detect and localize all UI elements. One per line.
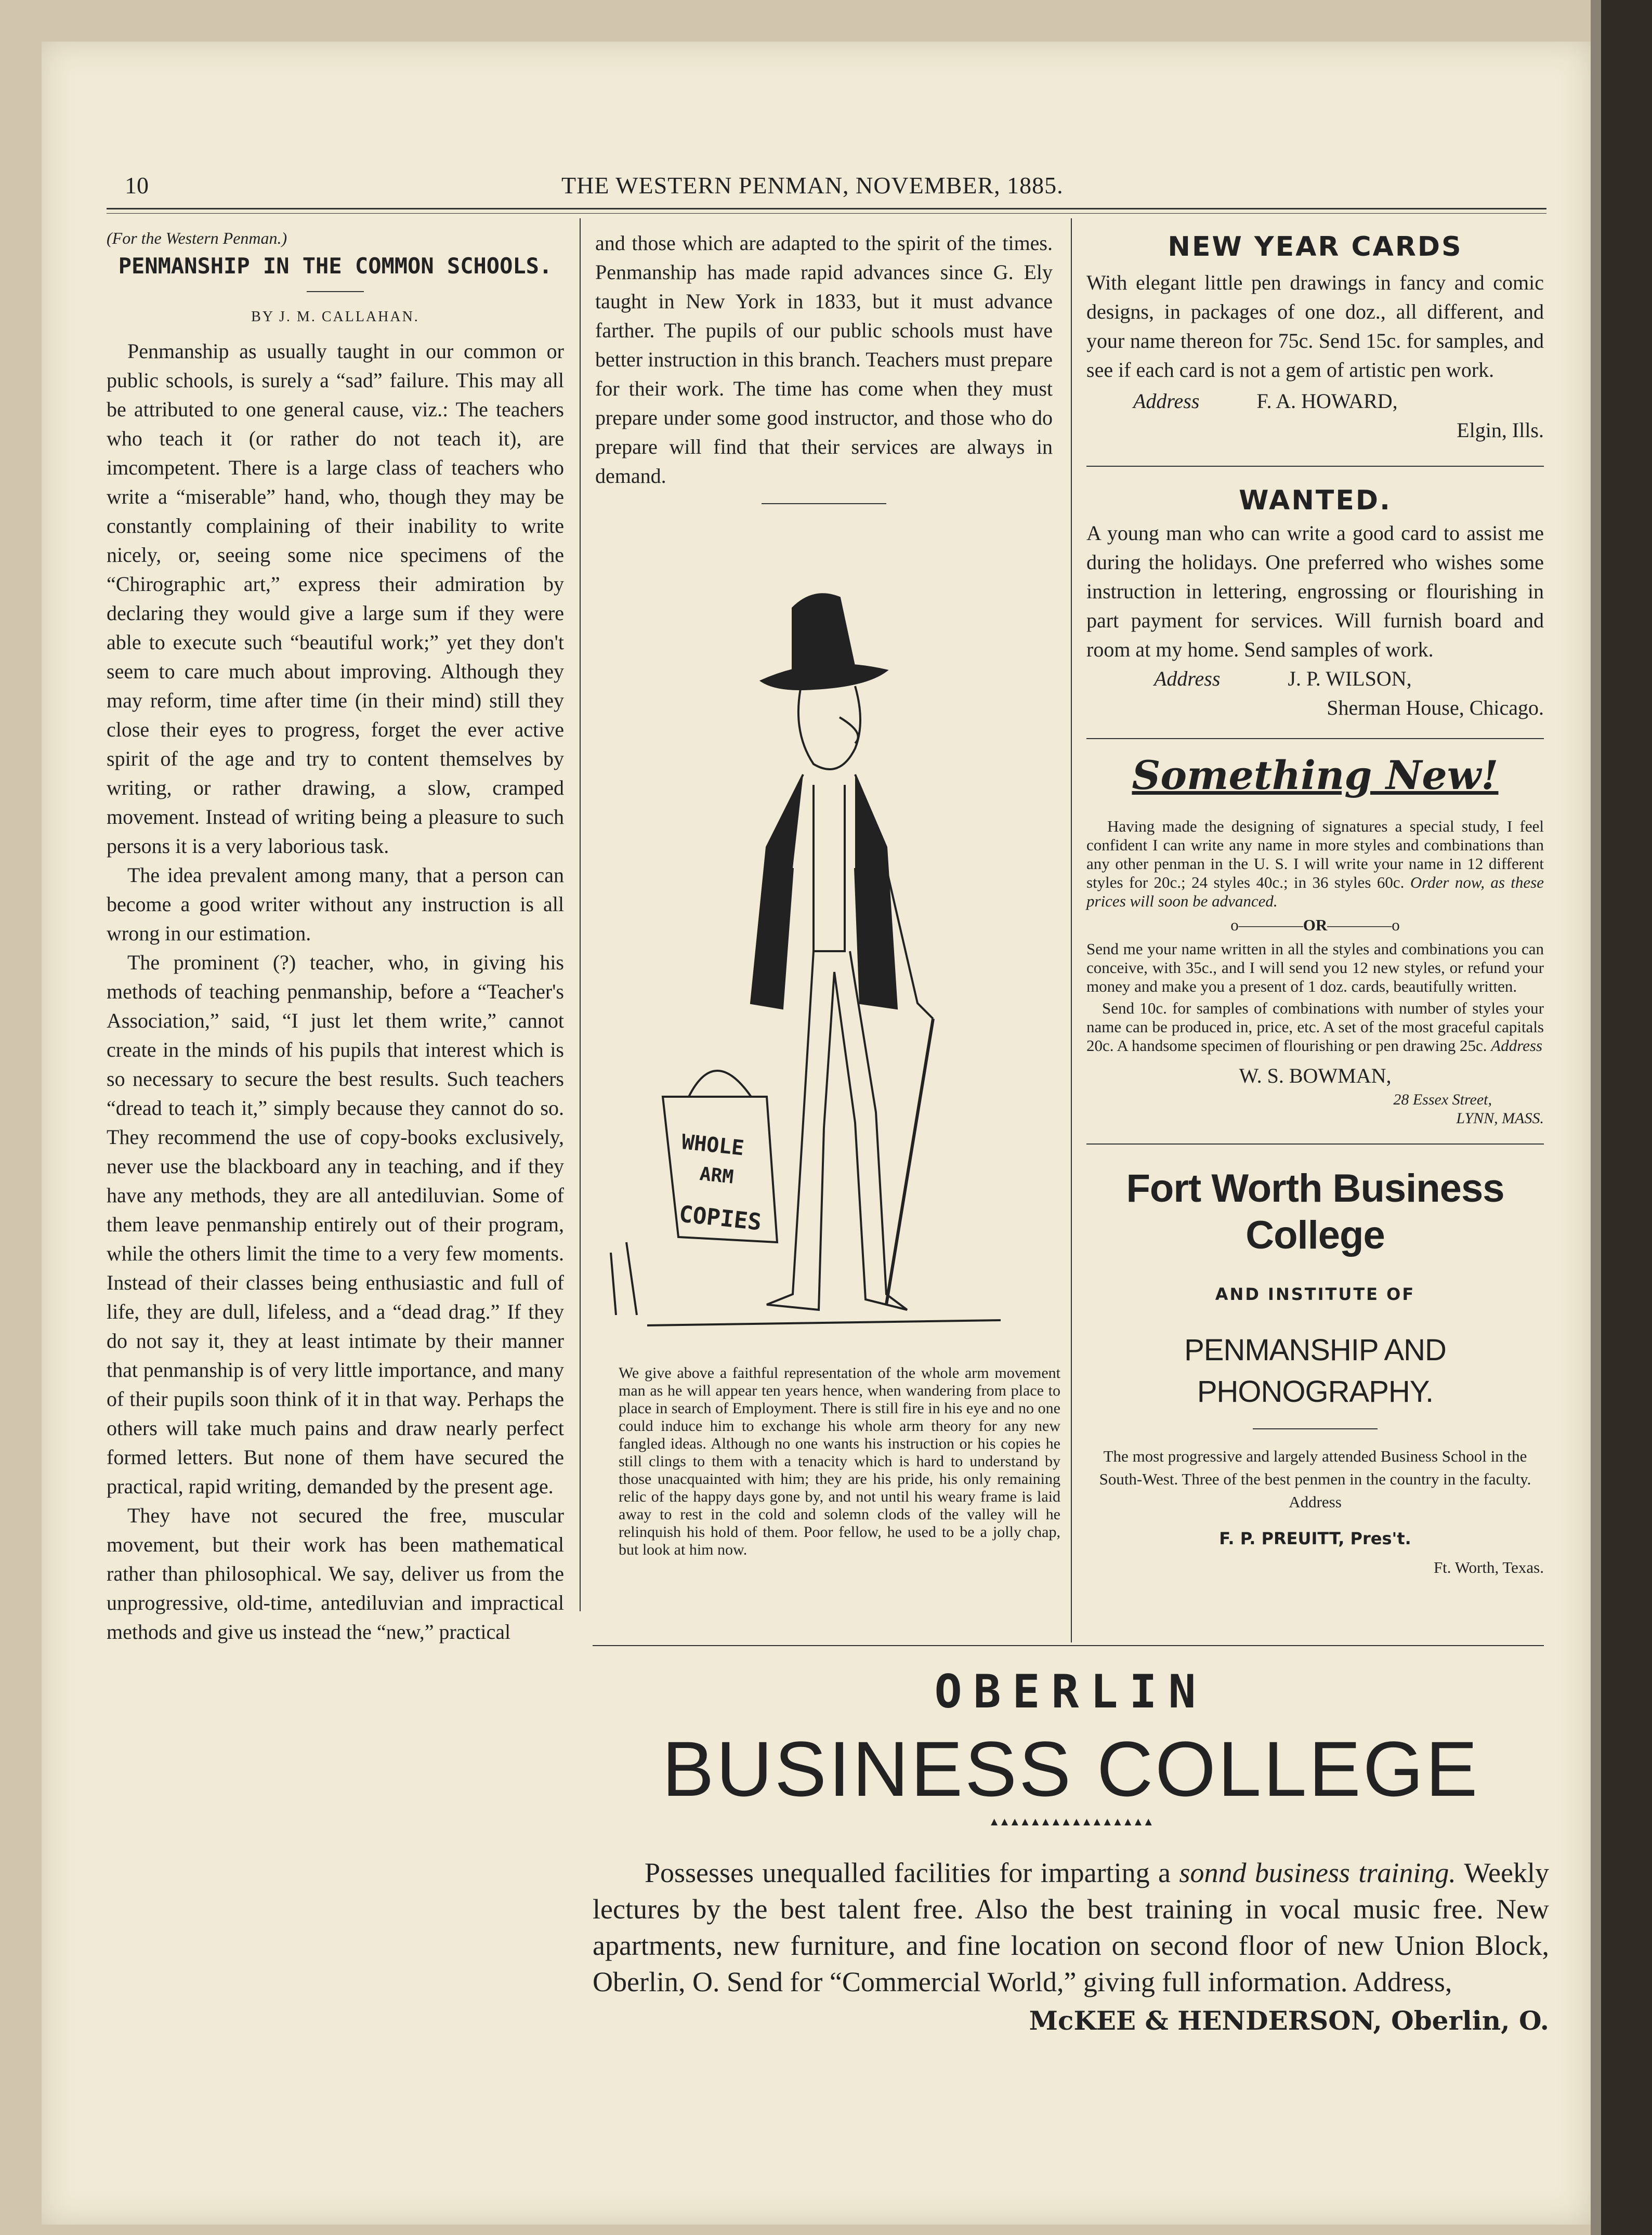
bag-text-2: ARM xyxy=(699,1163,735,1188)
new-body-2: Send me your name written in all the styles and combinations you can conceive, with 35c., and I will send you 12 new styles, or refund your money and make you a present of 1 doz. cards, beautifully written. xyxy=(1086,940,1544,995)
coat-right xyxy=(855,774,897,1008)
business-college-heading: BUSINESS COLLEGE xyxy=(662,1725,1480,1812)
new-divider-text: OR xyxy=(1303,916,1328,934)
fortworth-name: F. P. PREUITT, Pres't. xyxy=(1219,1529,1411,1548)
new-body-1 xyxy=(1086,817,1544,911)
bag-handle xyxy=(689,1071,751,1097)
motion-lines xyxy=(611,1242,637,1315)
nose xyxy=(840,717,858,743)
cards-name: F. A. HOWARD, xyxy=(1256,389,1398,413)
new-name: W. S. BOWMAN, xyxy=(1239,1064,1392,1087)
article-paragraph-3: The prominent (?) teacher, who, in giving his methods of teaching penmanship, before a “Teacher's Association,” said, “I just let them write,” cannot create in the minds of his pupils that interest which is so necessary to secure the best results. Such teachers “dread to teach it,” simply because they cannot do so. They recommend the use of copy-books exclusively, never use the blackboard any in teaching, and if they have any methods, they are all antediluvian. Some of them leave penmanship entirely out of their program, while the others limit the time to a very few moments. Instead of their classes being enthusiastic and full of life, they are dull, lifeless, and a “dead drag.” If they do not say it, they at least intimate by their manner that penmanship is of very little importance, and many of their pupils soon think of it in that way. Perhaps the others will take much pains and draw nearly perfect formed letters. But none of them have secured the practical, rapid writing, demanded by the present age. xyxy=(107,951,564,1498)
something-new-block xyxy=(1086,817,1544,1128)
advert-column xyxy=(1086,229,1544,1577)
article-title: PENMANSHIP IN THE COMMON SCHOOLS. xyxy=(118,253,553,279)
header-rule xyxy=(107,208,1546,209)
article-paragraph-2: The idea prevalent among many, that a person can become a good writer without any instruction is all wrong in our estimation. xyxy=(107,863,564,945)
cards-body: With elegant little pen drawings in fancy and comic designs, in packages of one doz., all different, and your name thereon for 75c. Send 15c. for samples, and see if each card is not a gem of artistic pen work. xyxy=(1086,271,1544,382)
something-new-heading: Something New! xyxy=(1132,752,1499,798)
fortworth-body: The most progressive and largely attended Business School in the South-West. Three of the best penmen in the country in the faculty. Address xyxy=(1099,1447,1531,1511)
wanted-location: Sherman House, Chicago. xyxy=(1327,696,1544,719)
next-page-edge xyxy=(1601,0,1652,2235)
page-header xyxy=(125,172,1549,203)
wanted-body: A young man who can write a good card to assist me during the holidays. One preferred who wishes some instruction in lettering, engrossing or flourishing in part payment for services. Will furnish board and room at my home. Send samples of work. xyxy=(1086,521,1544,661)
bag-text-3: COPIES xyxy=(677,1201,763,1236)
column-rule-2 xyxy=(1071,218,1072,1642)
fortworth-heading: Fort Worth Business College xyxy=(1126,1166,1504,1257)
article-column-2 xyxy=(595,229,1053,504)
oberlin-body-italic: sonnd business training. xyxy=(1179,1857,1456,1888)
new-city: LYNN, MASS. xyxy=(1456,1110,1544,1127)
article-column-1 xyxy=(107,229,564,1647)
fortworth-location: Ft. Worth, Texas. xyxy=(1433,1558,1544,1576)
column-rule-1 xyxy=(580,218,581,1611)
coat-left xyxy=(751,774,803,1008)
vest xyxy=(814,785,845,951)
oberlin-body xyxy=(593,1855,1549,2000)
cards-heading: NEW YEAR CARDS xyxy=(1168,231,1463,262)
fortworth-sub: AND INSTITUTE OF xyxy=(1215,1284,1415,1304)
ad-rule-2 xyxy=(1086,738,1544,739)
bag-text-1: WHOLE xyxy=(680,1130,745,1161)
ground-line xyxy=(647,1320,1001,1325)
fortworth-sub2: PENMANSHIP AND PHONOGRAPHY. xyxy=(1184,1333,1446,1409)
page-number: 10 xyxy=(125,172,149,199)
oberlin-signature: McKEE & HENDERSON, Oberlin, O. xyxy=(1029,2005,1549,2036)
oberlin-heading: OBERLIN xyxy=(934,1665,1208,1718)
fortworth-rule xyxy=(1253,1428,1378,1429)
wanted-address-line xyxy=(1086,664,1544,693)
illustration-caption: We give above a faithful representation of the whole arm movement man as he will appear ten years hence, when wandering from place to place in search of Employment. There is still fire in his eye and no one could induce him to exchange his whole arm theory for any new fangled ideas. Although no one wants his instruction or his copies he still clings to them with a tenacity which is hard to understand by those unacquainted with him; they are his pride, his only remaining relic of the happy days gone by, and not until his weary frame is laid away to rest in the cold and solemn clods of the valley will he relinquish his hold of them. Poor fellow, he used to be a jolly chap, but look at him now. xyxy=(619,1364,1060,1558)
new-divider: o————OR————o xyxy=(1230,916,1400,934)
new-address-label: Address xyxy=(1491,1036,1543,1055)
wanted-heading: WANTED. xyxy=(1239,485,1392,516)
new-body-1-text: Having made the designing of signatures a special study, I feel confident I can write any name in more styles and combinations than any other penman in the U. S. I will write your name in 12 different styles for 20c.; 24 styles 40c.; in 36 styles 60c. xyxy=(1086,817,1544,891)
face xyxy=(798,686,860,769)
article-paragraph-5: and those which are adapted to the spirit of the times. Penmanship has made rapid advances since G. Ely taught in New York in 1833, but it must advance farther. The pupils of our public schools must have better instruction in this branch. Teachers must prepare for their work. The time has come when they must prepare under some good instructor, and those who do prepare will find that their services are always in demand. xyxy=(595,231,1053,488)
new-body-3 xyxy=(1086,999,1544,1055)
wanted-name: J. P. WILSON, xyxy=(1288,667,1412,690)
author-byline: BY J. M. CALLAHAN. xyxy=(251,309,419,325)
article-paragraph-1: Penmanship as usually taught in our common or public schools, is surely a “sad” failure. This may all be attributed to one general cause, viz.: The teachers who teach it (or rather do not teach it), are imcompetent. There is a large class of teachers who write a “miserable” hand, who, though they may be constantly complaining of their inability to write nicely, or, seeing some nice specimens of the “Chirographic art,” express their admiration by declaring they would give a large sum if they were able to execute such “beautiful work;” yet they don't seem to care much about improving. Although they may reform, time after time (in their mind) still they close their eyes to progress, forget the ever active spirit of the age and try to content themselves by writing, or rather drawing, a slow, cramped movement. Instead of writing being a pleasure to such persons it is a very laborious task. xyxy=(107,339,564,858)
oberlin-rule xyxy=(593,1645,1544,1646)
oberlin-body-2: Weekly lectures by the best talent free. Also the best training in vocal music free. New apartments, new furniture, and fine location on second floor of new Union Block, Oberlin, O. Send for “Commercial World,” giving full information. Address, xyxy=(593,1857,1549,1997)
running-title: THE WESTERN PENMAN, NOVEMBER, 1885. xyxy=(561,172,1064,199)
cane xyxy=(886,1019,933,1305)
new-street: 28 Essex Street, xyxy=(1393,1091,1492,1108)
ornament-row: ▲▲▲▲▲▲▲▲▲▲▲▲▲▲▲▲ xyxy=(988,1815,1153,1828)
oberlin-body-1: Possesses unequalled facilities for imparting a xyxy=(645,1857,1171,1888)
cards-location: Elgin, Ills. xyxy=(1457,418,1544,442)
header-rule-thin xyxy=(107,213,1546,214)
cards-address-label: Address xyxy=(1133,389,1200,413)
wanted-address-label: Address xyxy=(1154,667,1221,690)
cards-address-line xyxy=(1086,387,1544,416)
source-note: (For the Western Penman.) xyxy=(107,229,287,247)
oberlin-ad xyxy=(593,1653,1549,2036)
binding-edge xyxy=(1591,0,1602,2235)
title-rule xyxy=(307,291,364,292)
illustration-drawing xyxy=(611,594,1001,1325)
new-body-3-text: Send 10c. for samples of combinations with number of styles your name can be produced in, price, etc. A set of the most graceful capitals 20c. A handsome specimen of flourishing or pen drawing 25c. xyxy=(1086,999,1544,1055)
caricature-illustration xyxy=(595,577,1053,1351)
article-end-rule xyxy=(762,503,886,504)
new-body-1-italic: Order now, as these prices will soon be advanced. xyxy=(1086,873,1544,910)
ad-rule-3 xyxy=(1086,1143,1544,1145)
hat-brim xyxy=(762,665,886,689)
article-paragraph-4: They have not secured the free, muscular movement, but their work has been mathematical rather than philosophical. We say, deliver us from the unprogressive, old-time, antediluvian and impractical methods and give us instead the “new,” practical xyxy=(107,1504,564,1644)
ad-rule-1 xyxy=(1086,466,1544,467)
